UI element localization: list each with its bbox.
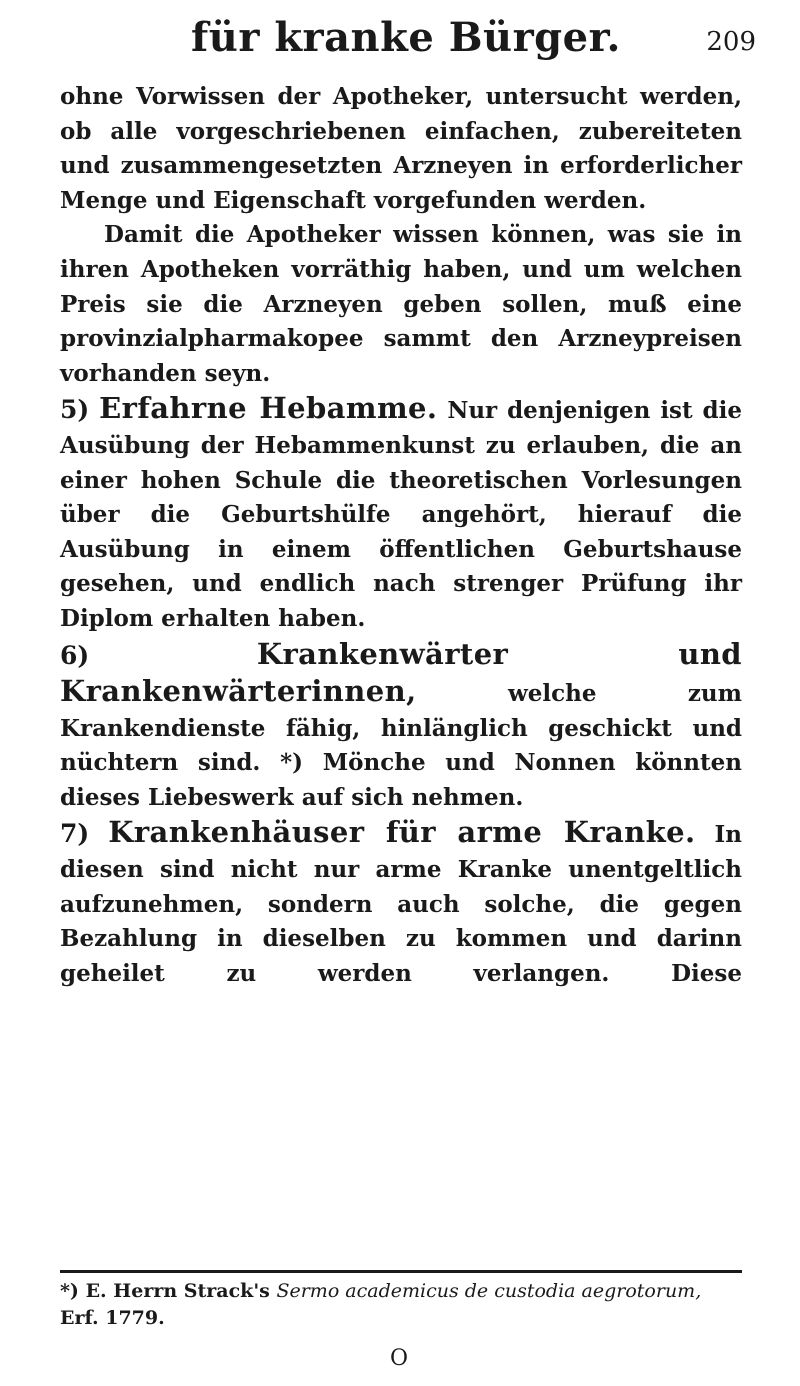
signature-mark: O xyxy=(390,1346,409,1371)
item-7-number: 7) xyxy=(60,819,90,849)
item-7 xyxy=(60,815,742,991)
item-5 xyxy=(60,391,742,636)
footnote-mark: *) xyxy=(60,1280,79,1302)
item-6-footnote-mark: *) xyxy=(280,749,304,777)
footnote-author: E. Herrn Strack's xyxy=(85,1280,270,1302)
footnote-rule xyxy=(60,1270,742,1273)
item-7-heading: Krankenhäuser für arme Kranke. xyxy=(108,815,696,850)
footnote-latin-title: Sermo academicus de custodia aegrotorum, xyxy=(276,1280,702,1302)
item-6-text-a: welche zum Krankendienste fähig, hinlänglich geschickt und nüchtern sind. xyxy=(60,680,742,777)
item-6-number: 6) xyxy=(60,640,90,670)
item-6 xyxy=(60,637,742,816)
footnote-place-year: Erf. 1779. xyxy=(60,1307,165,1329)
body-text xyxy=(60,80,742,991)
item-6-heading: Krankenwärter und Krankenwärterinnen, xyxy=(60,636,742,709)
item-7-text: In diesen sind nicht nur arme Kranke unentgeltlich aufzunehmen, sondern auch solche, die gegen Bezahlung in dieselben zu kommen und darinn geheilet zu werden verlangen. xyxy=(60,821,742,987)
footnote xyxy=(60,1278,742,1332)
item-5-number: 5) xyxy=(60,395,90,425)
page-number: 209 xyxy=(706,27,756,57)
item-5-heading: Erfahrne Hebamme. xyxy=(99,391,438,426)
item-6-emphasis: Mönche und Nonnen xyxy=(322,749,616,777)
item-6-text-b: könnten dieses Liebeswerk auf sich nehmen. xyxy=(60,749,742,811)
paragraph-continuation: ohne Vorwissen der Apotheker, untersucht werden, ob alle vorgeschriebenen einfachen, zubereiteten und zusammengesetzten Arzneyen in erforderlicher Menge und Eigenschaft vorgefunden werden. xyxy=(60,83,742,214)
running-title: für kranke Bürger. xyxy=(191,14,621,61)
item-5-text: Nur denjenigen ist die Ausübung der Hebammenkunst zu erlauben, die an einer hohen Schule die theoretischen Vorlesungen über die Geburtshülfe angehört, hierauf die Ausübung in einem öffentlichen Geburtshause gesehen, und endlich nach strenger Prüfung ihr Diplom erhalten haben. xyxy=(60,397,743,632)
running-head xyxy=(56,10,756,70)
paragraph-apotheker: Damit die Apotheker wissen können, was sie in ihren Apotheken vorräthig haben, und um welchen Preis sie die Arzneyen geben sollen, muß eine provinzialpharmakopee sammt den Arzneypreisen vorhanden seyn. xyxy=(60,221,742,387)
catchword: Diese xyxy=(671,959,742,987)
